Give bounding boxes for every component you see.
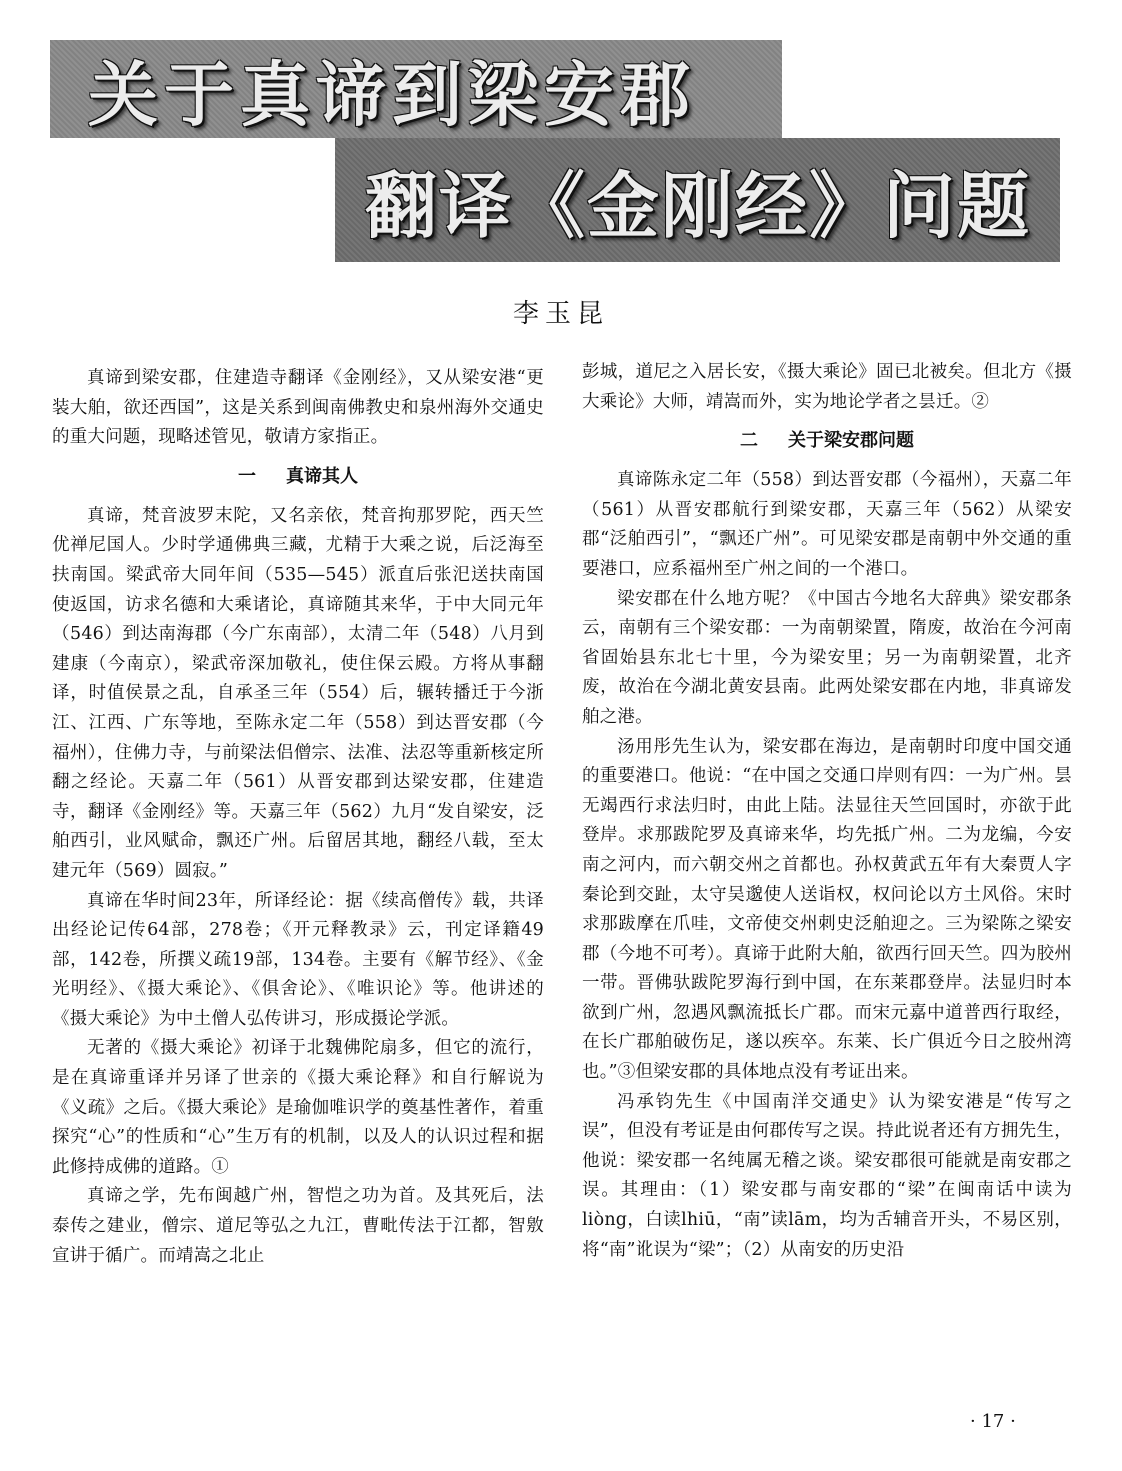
paragraph: 汤用彤先生认为，梁安郡在海边，是南朝时印度中国交通的重要港口。他说：“在中国之交通口岸则有四：一为广州。昙无竭西行求法归时，由此上陆。法显往天竺回国时，亦欲于此登岸。求那跋陀罗及真谛来华，均先抵广州。二为龙编，今安南之河内，而六朝交州之首都也。孙权黄武五年有大秦贾人字秦论到交趾，太守吴邈使人送诣权，权问论以方土风俗。宋时求那跋摩在爪哇，文帝使交州刺史泛舶迎之。三为梁陈之梁安郡（今地不可考）。真谛于此附大舶，欲西行回天竺。四为胶州一带。晋佛驮跋陀罗海行到中国，在东莱郡登岸。法显归时本欲到广州，忽遇风飘流抵长广郡。而宋元嘉中道普西行取经，在长广郡舶破伤足，遂以疾卒。东莱、长广俱近今日之胶州湾也。”③但梁安郡的具体地点没有考证出来。 (582, 736, 1072, 1083)
right-column (582, 358, 1072, 1265)
section-title: 真谛其人 (286, 465, 358, 487)
section-number: 一 (238, 465, 256, 487)
paragraph: 真谛在华时间23年，所译经论：据《续高僧传》载，共译出经论记传64部，278卷；《开元释教录》云，刊定译籍49部，142卷，所撰义疏19部，134卷。主要有《解节经》、《金光明经》、《摄大乘论》、《俱舍论》、《唯识论》等。他讲述的《摄大乘论》为中土僧人弘传讲习，形成摄论学派。 (52, 890, 544, 1029)
author-name: 李玉昆 (512, 299, 609, 329)
section-heading-2 (582, 428, 1072, 454)
continued-paragraph: 彭城，道尼之入居长安，《摄大乘论》固已北被矣。但北方《摄大乘论》大师，靖嵩而外，实为地论学者之昙迁。② (582, 362, 1072, 412)
title-line-2: 翻译《金刚经》问题 (365, 164, 1032, 248)
paragraph: 梁安郡在什么地方呢？《中国古今地名大辞典》梁安郡条云，南朝有三个梁安郡：一为南朝梁置，隋废，故治在今河南省固始县东北七十里，今为梁安里；另一为南朝梁置，北齐废，故治在今湖北黄安县南。此两处梁安郡在内地，非真谛发舶之港。 (582, 588, 1072, 727)
paragraph: 真谛，梵音波罗末陀，又名亲依，梵音拘那罗陀，西天竺优禅尼国人。少时学通佛典三藏，尤精于大乘之说，后泛海至扶南国。梁武帝大同年间（535—545）派直后张汜送扶南国使返国，访求名德和大乘诸论，真谛随其来华，于中大同元年（546）到达南海郡（今广东南部），太清二年（548）八月到建康（今南京），梁武帝深加敬礼，使住保云殿。方将从事翻译，时值侯景之乱，自承圣三年（554）后，辗转播迁于今浙江、江西、广东等地，至陈永定二年（558）到达晋安郡（今福州），住佛力寺，与前梁法侣僧宗、法准、法忍等重新核定所翻之经论。天嘉二年（561）从晋安郡到达梁安郡，住建造寺，翻译《金刚经》等。天嘉三年（562）九月“发自梁安，泛舶西引，业风赋命，飘还广州。后留居其地，翻经八载，至太建元年（569）圆寂。” (52, 505, 544, 881)
page-number: · 17 · (970, 1411, 1016, 1432)
paragraph: 真谛陈永定二年（558）到达晋安郡（今福州），天嘉二年（561）从晋安郡航行到梁安郡，天嘉三年（562）从梁安郡“泛舶西引”，“飘还广州”。可见梁安郡是南朝中外交通的重要港口，应系福州至广州之间的一个港口。 (582, 470, 1072, 579)
intro-paragraph: 真谛到梁安郡，住建造寺翻译《金刚经》，又从梁安港“更装大舶，欲还西国”，这是关系到闽南佛教史和泉州海外交通史的重大问题，现略述管见，敬请方家指正。 (52, 368, 544, 448)
title-band-1 (50, 40, 782, 138)
paragraph: 无著的《摄大乘论》初译于北魏佛陀扇多，但它的流行，是在真谛重译并另译了世亲的《摄大乘论释》和自行解说为《义疏》之后。《摄大乘论》是瑜伽唯识学的奠基性著作，着重探究“心”的性质和“心”生万有的机制，以及人的认识过程和据此修持成佛的道路。① (52, 1038, 544, 1177)
section-heading-1 (52, 464, 544, 490)
section-number: 二 (740, 430, 758, 452)
title-band-2 (335, 138, 1060, 262)
paragraph: 冯承钧先生《中国南洋交通史》认为梁安港是“传写之误”，但没有考证是由何郡传写之误。持此说者还有方拥先生，他说：梁安郡一名纯属无稽之谈。梁安郡很可能就是南安郡之误。其理由：（1）梁安郡与南安郡的“梁”在闽南话中读为liòng，白读lhiū，“南”读lām，均为舌辅音开头，不易区别，将“南”讹误为“梁”；（2）从南安的历史沿 (582, 1091, 1072, 1260)
section-title: 关于梁安郡问题 (788, 430, 914, 452)
paragraph: 真谛之学，先布闽越广州，智恺之功为首。及其死后，法泰传之建业，僧宗、道尼等弘之九江，曹毗传法于江都，智敫宣讲于循广。而靖嵩之北止 (52, 1186, 544, 1266)
title-line-1: 关于真谛到梁安郡 (88, 53, 696, 136)
left-column (52, 364, 544, 1271)
